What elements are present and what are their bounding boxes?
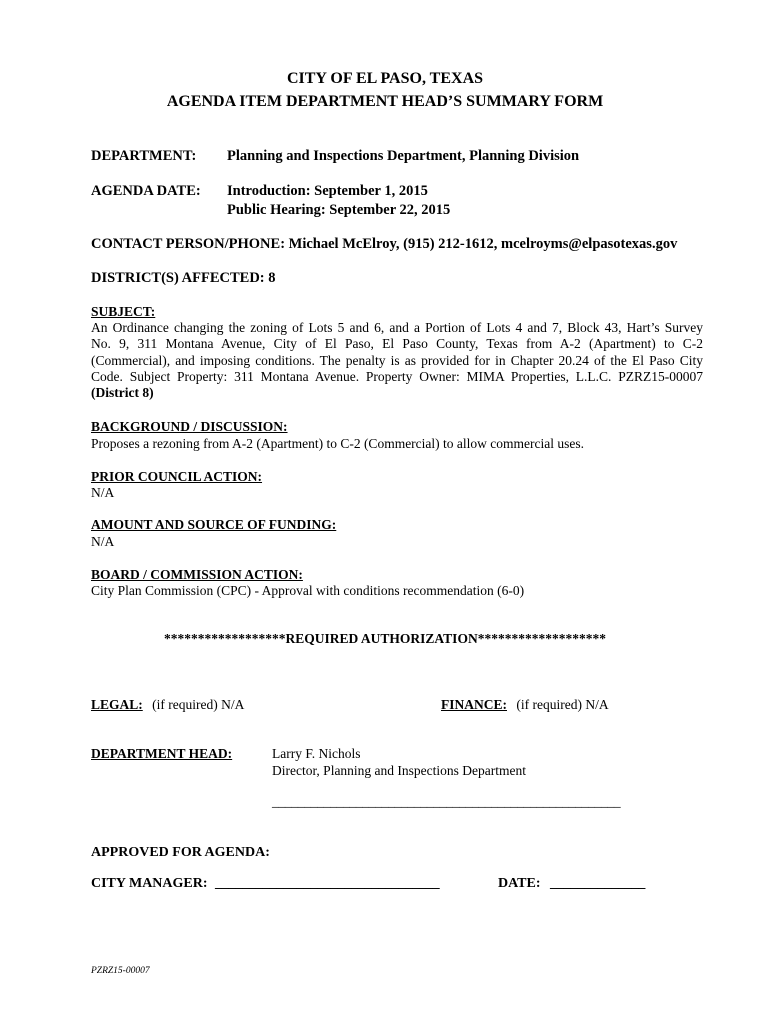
- background-heading: BACKGROUND / DISCUSSION:: [91, 419, 288, 434]
- subject-line: (Commercial), and imposing conditions. The penalty is as provided for in Chapter 20.24 of the El Paso City: [91, 352, 703, 368]
- department-label: DEPARTMENT:: [91, 148, 197, 164]
- board-heading: BOARD / COMMISSION ACTION:: [91, 567, 303, 582]
- department-head-signature-line: ______________________________________________________: [272, 794, 621, 809]
- approved-for-agenda: APPROVED FOR AGENDA:: [91, 845, 270, 860]
- funding-heading: AMOUNT AND SOURCE OF FUNDING:: [91, 517, 337, 532]
- city-manager-signature-line: _________________________________: [215, 876, 440, 891]
- footer-case-number: PZRZ15-00007: [91, 966, 150, 976]
- document-title-form: AGENDA ITEM DEPARTMENT HEAD’S SUMMARY FORM: [166, 93, 604, 110]
- subject-line: Code. Subject Property: 311 Montana Avenue. Property Owner: MIMA Properties, L.L.C. PZRZ15-00007: [91, 368, 703, 384]
- legal-row: [91, 697, 244, 713]
- city-manager-row: [91, 876, 439, 892]
- finance-text: (if required) N/A: [516, 697, 609, 712]
- agenda-date-public-hearing: Public Hearing: September 22, 2015: [227, 202, 451, 218]
- prior-council-text: N/A: [91, 485, 115, 500]
- background-text: Proposes a rezoning from A-2 (Apartment) to C-2 (Commercial) to allow commercial uses.: [91, 436, 584, 451]
- subject-line: No. 9, 311 Montana Avenue, City of El Paso, El Paso County, Texas from A-2 (Apartment) to C-2: [91, 336, 703, 352]
- subject-district-note: (District 8): [91, 385, 154, 401]
- board-text: City Plan Commission (CPC) - Approval with conditions recommendation (6-0): [91, 583, 525, 598]
- subject-text: [91, 320, 703, 401]
- subject-line: An Ordinance changing the zoning of Lots 5 and 6, and a Portion of Lots 4 and 7, Block 43, Hart’s Survey: [91, 320, 703, 335]
- funding-text: N/A: [91, 534, 115, 549]
- agenda-date-label: AGENDA DATE:: [91, 183, 201, 199]
- agenda-date-introduction: Introduction: September 1, 2015: [227, 183, 428, 199]
- city-manager-label: CITY MANAGER:: [91, 876, 208, 891]
- contact-person-phone: CONTACT PERSON/PHONE: Michael McElroy, (915) 212-1612, mcelroyms@elpasotexas.gov: [91, 236, 678, 252]
- department-head-name: Larry F. Nichols: [272, 746, 361, 761]
- date-label: DATE:: [498, 876, 541, 891]
- department-head-title: Director, Planning and Inspections Department: [272, 763, 527, 778]
- date-signature-line: ______________: [550, 876, 646, 891]
- document-title-city: CITY OF EL PASO, TEXAS: [286, 70, 484, 87]
- legal-text: (if required) N/A: [152, 697, 245, 712]
- department-head-label: DEPARTMENT HEAD:: [91, 746, 233, 761]
- subject-heading: SUBJECT:: [91, 304, 156, 319]
- required-authorization-banner: ******************REQUIRED AUTHORIZATION*******************: [164, 631, 606, 646]
- legal-label: LEGAL:: [91, 697, 143, 712]
- department-value: Planning and Inspections Department, Planning Division: [227, 148, 580, 164]
- districts-affected: DISTRICT(S) AFFECTED: 8: [91, 270, 276, 286]
- finance-label: FINANCE:: [441, 697, 507, 712]
- prior-council-heading: PRIOR COUNCIL ACTION:: [91, 469, 263, 484]
- finance-row: [441, 697, 609, 713]
- date-row: [498, 876, 645, 892]
